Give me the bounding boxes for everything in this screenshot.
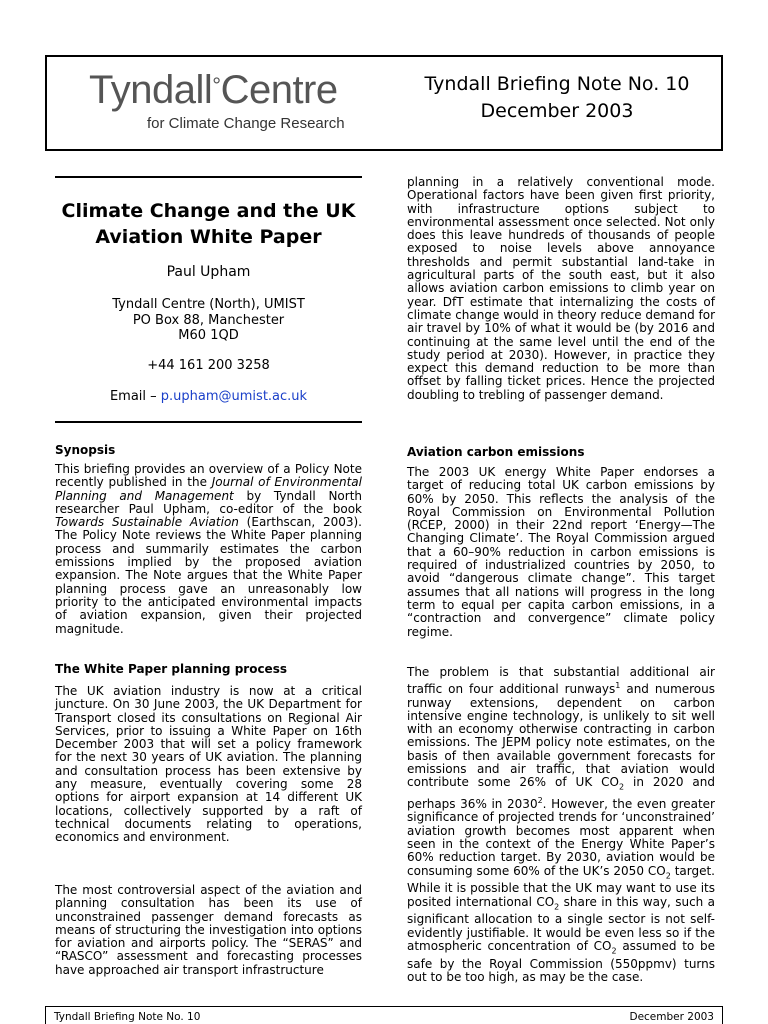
logo-subtitle: for Climate Change Research [147, 115, 345, 132]
article-title: Climate Change and the UK Aviation White Paper [61, 200, 356, 248]
page-footer [45, 1006, 723, 1024]
footnote-ref: 2 [537, 796, 543, 806]
planning-paragraph-2: The most controversial aspect of the aviation and planning consultation has been its use of unconstrained passenger demand forecasts as means of structuring the investigation into options for aviation and airports policy. The “SERAS” and “RASCO” assessment and forecasting processes have approached air transport infrastructure [55, 883, 362, 977]
footnote-ref: 1 [615, 681, 621, 691]
logo-word-tyndall: Tyndall [89, 68, 213, 112]
carbon-paragraph-2: The problem is that substantial additional air traffic on four additional runways$^1$ and numerous runway extensions, dependent on carbon intensive engine technology, is unlikely to sit well with an economy otherwise contracting in carbon emissions. The JEPM policy note estimates, on the basis of then available government forecasts for emissions and air traffic, that aviation would contribute some 26% of UK $CO_2$ in 2020 and perhaps 36% in 2030$^2$. However, the even greater significance of projected trends for ‘unconstrained’ aviation growth becomes most apparent when seen in the context of the Energy White Paper’s 60% reduction target. By 2030, aviation would be consuming some 60% of the UK’s 2050 $CO_2$ target. While it is possible that the UK may want to use its posited international $CO_2$ share in this way, such a significant allocation to a single sector is not self-evidently justifiable. It would be even less so if the atmospheric concentration of $CO_2$ assumed to be safe by the Royal Commission (550ppmv) turns out to be too high, as may be the case. [407, 665, 716, 984]
footer-left: Tyndall Briefing Note No. 10 [54, 1011, 201, 1023]
title-top-rule [55, 176, 362, 178]
journal-name: Journal of Environmental Planning and Management [55, 475, 362, 503]
planning-paragraph-1: The UK aviation industry is now at a critical juncture. On 30 June 2003, the UK Department for Transport closed its consultations on Regional Air Services, prior to issuing a White Paper on 16th December 2003 that will set a policy framework for the next 30 years of UK aviation. The planning and consultation process has been extensive by any measure, eventually covering some 28 options for airport expansion at 14 different UK locations, collectively supported by a raft of technical documents relating to operations, economics and environment. [55, 684, 362, 845]
planning-continued-paragraph: planning in a relatively conventional mode. Operational factors have been given first priority, with infrastructure options subject to environmental assessment once selected. Not only does this leave hundreds of thousands of people exposed to noise levels above annoyance thresholds and permit substantial land-take in agricultural parts of the south east, but it also allows aviation carbon emissions to climb year on year. DfT estimate that internalizing the costs of climate change would in theory reduce demand for air travel by 10% of what it would be (by 2016 and continuing at the same level until the end of the study period at 2030). However, in practice they expect this demand reduction to be more than offset by falling ticket prices. Hence the projected doubling to trebling of passenger demand. [407, 175, 716, 402]
header-box [45, 55, 723, 151]
address-line: Tyndall Centre (North), UMIST [112, 297, 305, 312]
briefing-note-date: December 2003 [480, 100, 634, 122]
author-name: Paul Upham [166, 264, 251, 280]
author-address [55, 297, 362, 344]
email-line [55, 389, 362, 404]
synopsis-paragraph: This briefing provides an overview of a Policy Note recently published in the Journal of Environmental Planning and Management by Tyndall North researcher Paul Upham, co-editor of the book Towards Sustainable Aviation (Earthscan, 2003). The Policy Note reviews the White Paper planning process and summarily estimates the carbon emissions implied by the proposed aviation expansion. The Note argues that the White Paper planning process gave an unreasonably low priority to the anticipated environmental impacts of aviation expansion, given their projected magnitude. [55, 462, 363, 636]
planning-heading: The White Paper planning process [55, 662, 287, 676]
logo-word-centre: Centre [220, 68, 338, 112]
logo-degree: ° [212, 73, 221, 98]
tyndall-logo [89, 67, 338, 113]
carbon-paragraph-1: The 2003 UK energy White Paper endorses a target of reducing total UK carbon emissions by 60% by 2050. This reflects the analysis of the Royal Commission on Environmental Pollution (RCEP, 2000) in their 22nd report ‘Energy—The Changing Climate’. The Royal Commission argued that a 60–90% reduction in carbon emissions is required of industrialized countries by 2050, to avoid “dangerous climate change”. This target assumes that all nations will progress in the long term to equal per capita carbon emissions, in a “contraction and convergence” climate policy regime. [407, 465, 715, 639]
synopsis-heading: Synopsis [55, 443, 116, 457]
phone-number: +44 161 200 3258 [147, 358, 270, 373]
carbon-emissions-heading: Aviation carbon emissions [407, 445, 585, 459]
title-bottom-rule [55, 421, 362, 423]
footer-right: December 2003 [629, 1011, 714, 1023]
address-line: PO Box 88, Manchester [132, 312, 285, 328]
email-link[interactable]: p.upham@umist.ac.uk [160, 389, 308, 404]
address-line: M60 1QD [178, 328, 239, 343]
briefing-note-title [407, 71, 707, 125]
briefing-note-number: Tyndall Briefing Note No. 10 [424, 73, 690, 95]
email-label: Email – [109, 389, 161, 404]
book-title: Towards Sustainable Aviation [55, 515, 239, 530]
